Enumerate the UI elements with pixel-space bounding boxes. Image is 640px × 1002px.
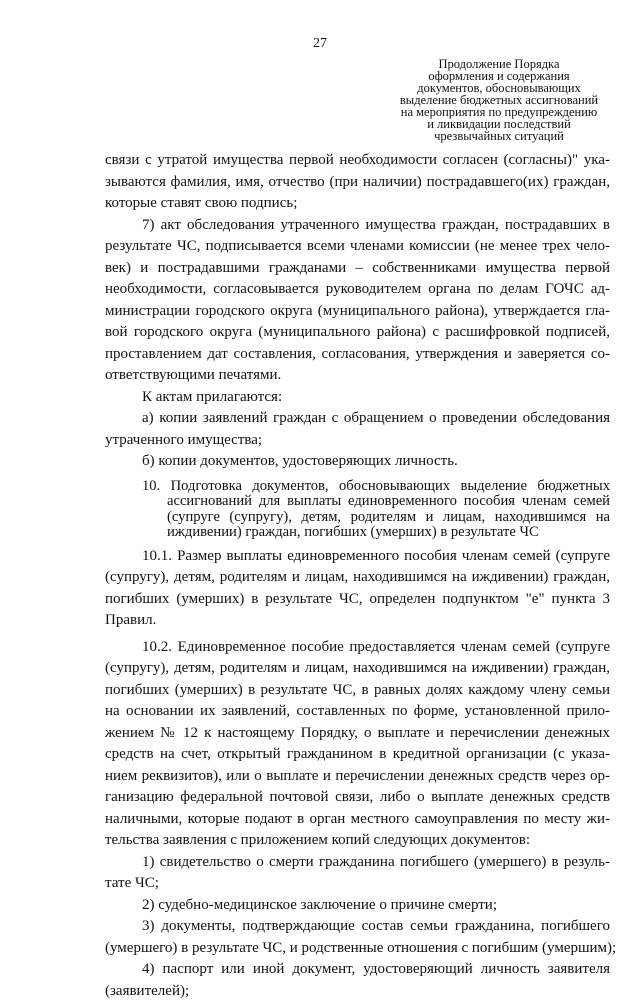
text-line: необходимости, согласовывается руководителем органа по делам ГОЧС ад-: [105, 279, 610, 301]
paragraph-doc-1: [105, 852, 610, 895]
text-line: нием реквизитов), или о выплате и перечислении денежных средств через ор-: [105, 766, 610, 788]
text-line: которые ставят свою подпись;: [105, 193, 610, 215]
paragraph-doc-2: 2) судебно-медицинское заключение о причине смерти;: [105, 895, 610, 917]
paragraph-item-a: [105, 408, 610, 451]
text-line: тате ЧС;: [105, 873, 610, 895]
header-note-line: Продолжение Порядка: [390, 58, 608, 70]
text-line: ганизацию федеральной почтовой связи, либо о выплате денежных средств: [105, 787, 610, 809]
text-line: а) копии заявлений граждан с обращением о проведении обследования: [105, 408, 610, 430]
text-line: на основании их заявлений, составленных по форме, установленной прило-: [105, 701, 610, 723]
header-note-line: на мероприятия по предупреждению: [390, 106, 608, 118]
text-line: (супругу), детям, родителям и лицам, находившимся на иждивении) граждан,: [105, 567, 610, 589]
page-number: 27: [0, 36, 640, 52]
heading-line: 10. Подготовка документов, обосновывающих выделение бюджетных: [142, 479, 610, 495]
text-line: 4) паспорт или иной документ, удостоверяющий личность заявителя: [105, 959, 610, 981]
paragraph-item-b: б) копии документов, удостоверяющих личность.: [105, 451, 610, 473]
text-line: тельства заявления с приложением копий следующих документов:: [105, 830, 610, 852]
heading-line: (супруге (супругу), детям, родителям и лицам, находившимся на: [142, 510, 610, 526]
text-line: погибших (умерших) в результате ЧС, в равных долях каждому члену семьи: [105, 680, 610, 702]
text-line: (заявителей);: [105, 981, 610, 1002]
paragraph-10-1: [105, 546, 610, 632]
heading-line: иждивении) граждан, погибших (умерших) в результате ЧС: [142, 525, 610, 541]
text-line: 1) свидетельство о смерти гражданина погибшего (умершего) в резуль-: [105, 852, 610, 874]
header-note-line: и ликвидации последствий: [390, 118, 608, 130]
paragraph-attached: К актам прилагаются:: [105, 387, 610, 409]
header-note-line: документов, обосновывающих: [390, 82, 608, 94]
text-line: Правил.: [105, 610, 610, 632]
paragraph-item-7: [105, 215, 610, 387]
heading-line: ассигнований для выплаты единовременного пособия членам семей: [142, 494, 610, 510]
text-line: (супругу), детям, родителям и лицам, находившимся на иждивении) граждан,: [105, 658, 610, 680]
paragraph-10-2: [105, 637, 610, 852]
text-line: проставлением дат составления, согласования, утверждения и заверяется со-: [105, 344, 610, 366]
paragraph-doc-3: [105, 916, 610, 959]
text-line: вой городского округа (муниципального района) с расшифровкой подписей,: [105, 322, 610, 344]
text-line: ответствующими печатями.: [105, 365, 610, 387]
text-line: погибших (умерших) в результате ЧС, определен подпунктом "е" пункта 3: [105, 589, 610, 611]
text-line: министрации городского округа (муниципального района), утверждается гла-: [105, 301, 610, 323]
text-line: 3) документы, подтверждающие состав семьи гражданина, погибшего: [105, 916, 610, 938]
text-line: 10.1. Размер выплаты единовременного пособия членам семей (супруге: [105, 546, 610, 568]
text-line: 10.2. Единовременное пособие предоставляется членам семей (супруге: [105, 637, 610, 659]
text-line: век) и пострадавшими гражданами – собственниками имущества первой: [105, 258, 610, 280]
text-line: наличными, которые подают в орган местного самоуправления по месту жи-: [105, 809, 610, 831]
section-heading-10: [105, 479, 610, 541]
text-line: связи с утратой имущества первой необходимости согласен (согласны)" ука-: [105, 150, 610, 172]
header-note-line: оформления и содержания: [390, 70, 608, 82]
text-line: средств на счет, открытый гражданином в кредитной организации (с указа-: [105, 744, 610, 766]
header-note: [390, 58, 608, 142]
header-note-line: чрезвычайных ситуаций: [390, 130, 608, 142]
text-line: (умершего) в результате ЧС, и родственные отношения с погибшим (умершим);: [105, 938, 610, 960]
header-note-line: выделение бюджетных ассигнований: [390, 94, 608, 106]
text-line: утраченного имущества;: [105, 430, 610, 452]
text-line: результате ЧС, подписывается всеми членами комиссии (не менее трех чело-: [105, 236, 610, 258]
text-line: 7) акт обследования утраченного имущества граждан, пострадавших в: [105, 215, 610, 237]
document-body: [105, 150, 610, 1002]
text-line: жением № 12 к настоящему Порядку, о выплате и перечислении денежных: [105, 723, 610, 745]
text-line: зываются фамилия, имя, отчество (при наличии) пострадавшего(их) граждан,: [105, 172, 610, 194]
paragraph-doc-4: [105, 959, 610, 1002]
paragraph-continuation: [105, 150, 610, 215]
